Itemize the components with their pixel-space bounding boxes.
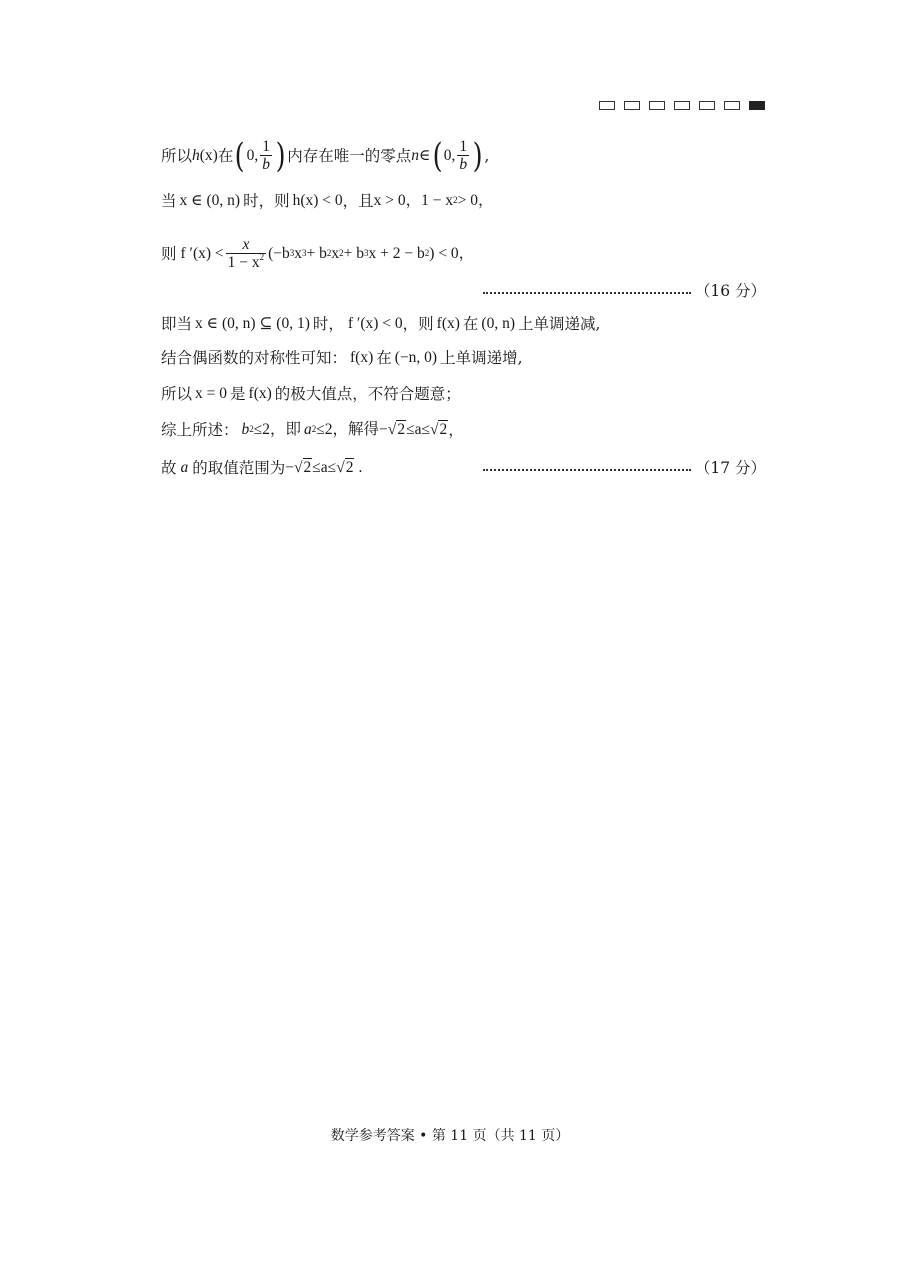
math: ≤a≤ bbox=[312, 459, 337, 476]
page-marker bbox=[724, 101, 740, 110]
exponent: 2 bbox=[259, 251, 265, 262]
math: x + 2 − b bbox=[368, 244, 425, 262]
radicand: 2 bbox=[303, 459, 312, 476]
page-marker bbox=[599, 101, 615, 110]
page-marker-current bbox=[749, 101, 765, 110]
math: 0, bbox=[443, 146, 456, 164]
math: ≤2，解得 bbox=[316, 421, 380, 438]
math: ( bbox=[235, 135, 245, 176]
math: ( bbox=[432, 135, 443, 176]
math: a bbox=[304, 421, 312, 438]
dot-leader bbox=[483, 292, 691, 294]
text: 上单调递增, bbox=[440, 349, 523, 367]
text: 在 bbox=[462, 315, 479, 333]
text: 的取值范围为 bbox=[192, 459, 286, 477]
math: f(x) bbox=[436, 315, 460, 332]
text: ， bbox=[448, 421, 464, 439]
math: x bbox=[331, 244, 340, 262]
math: x > 0，1 − x bbox=[373, 192, 454, 209]
math: ) bbox=[472, 135, 483, 176]
math: − bbox=[285, 459, 295, 476]
text: 当 bbox=[161, 192, 177, 210]
math: + b bbox=[343, 244, 365, 262]
math: h(x) < 0 bbox=[292, 192, 343, 209]
text: 结合偶函数的对称性可知： bbox=[161, 349, 348, 367]
math: − bbox=[379, 421, 388, 438]
sqrt-sign: √ bbox=[429, 421, 439, 438]
math: b bbox=[241, 421, 250, 438]
score-row-17 bbox=[483, 458, 766, 478]
radicand: 2 bbox=[397, 421, 406, 438]
fraction bbox=[226, 236, 267, 271]
score-label: （16 分） bbox=[694, 282, 766, 300]
numerator: 1 bbox=[459, 138, 468, 155]
math: x ∈ (0, n) ⊆ (0, 1) bbox=[195, 315, 310, 332]
math: (0, n) bbox=[481, 315, 515, 332]
page-position-markers bbox=[599, 101, 765, 110]
page-footer: 数学参考答案 • 第 11 页（共 11 页） bbox=[330, 1128, 570, 1144]
text: 故 bbox=[161, 459, 177, 477]
solution-line-7: 综上所述： b $^2$ ≤2，即 a $^2$ ≤2，解得 − √ 2 ≤a≤ √ 2 ， bbox=[161, 421, 464, 439]
math: f ′(x) < 0 bbox=[347, 315, 403, 332]
text: 综上所述： bbox=[161, 421, 239, 439]
score-label: （17 分） bbox=[694, 459, 766, 477]
page-marker bbox=[649, 101, 665, 110]
math: ∈ bbox=[419, 146, 431, 164]
text: 内存在唯一的零点 bbox=[287, 146, 412, 165]
math: n bbox=[411, 146, 420, 164]
math: x ∈ (0, n) bbox=[179, 192, 241, 209]
page-marker bbox=[699, 101, 715, 110]
math: 1 − x bbox=[227, 254, 260, 271]
math: 0, bbox=[246, 146, 259, 164]
math: ) < 0， bbox=[429, 244, 475, 262]
math: (x) bbox=[199, 146, 218, 164]
math: ) bbox=[275, 135, 286, 176]
denominator bbox=[226, 253, 267, 271]
text: 所以 bbox=[161, 385, 193, 403]
sqrt-sign: √ bbox=[336, 459, 345, 476]
text: ，且 bbox=[342, 192, 374, 210]
sqrt bbox=[438, 420, 448, 440]
score-row-16 bbox=[483, 281, 766, 301]
text: 时， bbox=[312, 315, 344, 333]
fraction bbox=[260, 138, 272, 173]
math: a bbox=[180, 459, 189, 476]
sqrt-sign: √ bbox=[387, 421, 397, 438]
text: 上单调递减, bbox=[518, 315, 601, 333]
radicand: 2 bbox=[439, 421, 448, 438]
math: ≤a≤ bbox=[406, 421, 430, 438]
solution-line-8 bbox=[161, 458, 362, 478]
math: x bbox=[294, 244, 303, 262]
sqrt bbox=[303, 458, 313, 478]
sqrt bbox=[345, 458, 355, 478]
numerator: x bbox=[242, 236, 250, 253]
text: ，则 bbox=[402, 315, 434, 333]
math: > 0， bbox=[457, 192, 494, 209]
math: ≤2，即 bbox=[253, 421, 302, 438]
text: 所以 bbox=[161, 146, 193, 165]
text: 时，则 bbox=[243, 192, 290, 210]
radicand: 2 bbox=[345, 459, 354, 476]
solution-line-5 bbox=[161, 348, 523, 368]
text: 是 bbox=[230, 385, 246, 403]
denominator: b bbox=[459, 156, 468, 173]
math: f(x) bbox=[350, 349, 374, 366]
sqrt bbox=[396, 420, 406, 440]
solution-line-1 bbox=[161, 135, 490, 176]
text: , bbox=[484, 146, 490, 165]
solution-line-2: 当 x ∈ (0, n) 时，则 h(x) < 0 ，且 x > 0，1 − x $^2$ > 0， bbox=[161, 192, 494, 210]
numerator: 1 bbox=[262, 138, 270, 155]
math: x = 0 bbox=[195, 385, 228, 402]
math: (−n, 0) bbox=[394, 349, 438, 366]
text: 在 bbox=[217, 146, 234, 165]
math: f ′(x) < bbox=[180, 244, 224, 262]
math: (−b bbox=[268, 244, 290, 262]
math: h bbox=[192, 146, 200, 164]
solution-line-4 bbox=[161, 314, 600, 334]
page-marker bbox=[624, 101, 640, 110]
solution-line-3: 则 f ′(x) < $\frac{x}{1 - x^2}$ (−b $^3$ x $^3$ + b $^2$ x $^2$ + b $^3$ x + 2 − b $^2$ ) < 0， bbox=[161, 236, 475, 271]
page-marker bbox=[674, 101, 690, 110]
solution-line-6 bbox=[161, 384, 461, 404]
sqrt-sign: √ bbox=[294, 459, 303, 476]
text: 即当 bbox=[161, 315, 193, 333]
math: + b bbox=[306, 244, 327, 262]
fraction bbox=[457, 138, 469, 173]
math: f(x) bbox=[248, 385, 272, 402]
dot-leader bbox=[483, 469, 691, 471]
text: 则 bbox=[161, 244, 177, 263]
denominator: b bbox=[262, 156, 270, 173]
text: 的极大值点，不符合题意； bbox=[274, 385, 461, 403]
text: 在 bbox=[376, 349, 392, 367]
text: . bbox=[358, 459, 363, 476]
